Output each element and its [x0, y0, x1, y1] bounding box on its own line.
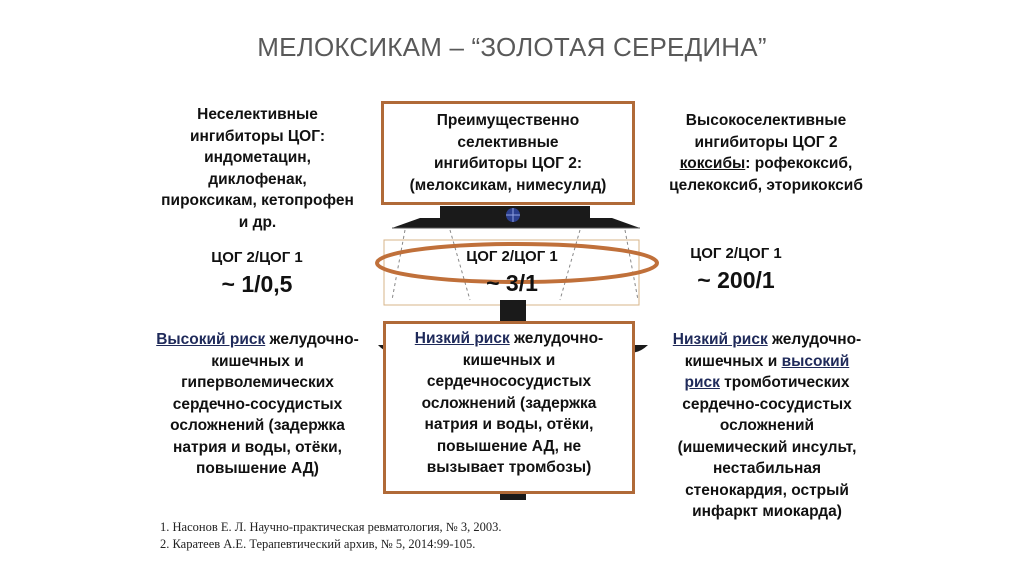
left-heading-line: ингибиторы ЦОГ:	[190, 127, 325, 145]
right-coxib-word: коксибы	[679, 155, 746, 172]
slide-title: МЕЛОКСИКАМ – “ЗОЛОТАЯ СЕРЕДИНА”	[257, 32, 767, 62]
right-risk-line: инфаркт миокарда)	[692, 503, 842, 520]
center-risk-text	[386, 328, 632, 479]
center-risk-line: натрия и воды, отёки,	[424, 416, 594, 433]
left-risk-highlight: Высокий риск	[156, 331, 266, 348]
references	[160, 519, 640, 553]
center-risk-line: сердечнососудистых	[426, 373, 592, 390]
reference-item: 2. Каратеев А.Е. Терапевтический архив, № 5, 2014:99-105.	[160, 537, 476, 551]
right-risk-line: осложнений	[719, 417, 815, 434]
right-risk-line3-rest: тромботических	[719, 374, 850, 391]
left-ratio-label: ЦОГ 2/ЦОГ 1	[211, 249, 303, 266]
left-ratio-value: ~ 1/0,5	[221, 271, 293, 297]
center-risk-rest: желудочно-	[509, 330, 604, 347]
left-risk-line: сердечно-сосудистых	[172, 395, 343, 413]
right-risk-text	[648, 329, 886, 523]
right-risk-line: (ишемический инсульт,	[677, 438, 857, 456]
right-heading	[648, 110, 884, 196]
right-heading-line: Высокоселективные	[685, 112, 847, 129]
center-ratio-label: ЦОГ 2/ЦОГ 1	[466, 248, 558, 265]
center-risk-line: повышение АД, не	[436, 437, 582, 455]
right-risk-line2-highlight: высокий	[781, 352, 850, 370]
center-heading-line: Преимущественно	[436, 112, 580, 129]
left-risk-line: натрия и воды, отёки,	[173, 438, 342, 456]
left-risk-line: гиперволемических	[181, 374, 334, 391]
left-drug-line: и др.	[238, 213, 277, 231]
center-risk-line: вызывает тромбозы)	[426, 459, 592, 476]
left-risk-rest: желудочно-	[265, 331, 359, 348]
center-risk-line: осложнений (задержка	[421, 394, 597, 412]
right-risk-line2-pre: кишечных и	[684, 352, 782, 370]
center-heading-line: селективные	[457, 133, 559, 151]
left-heading	[140, 104, 375, 233]
reference-item: 1. Насонов Е. Л. Научно-практическая ревматология, № 3, 2003.	[160, 520, 502, 534]
right-ratio-value: ~ 200/1	[697, 267, 775, 293]
right-risk-line: сердечно-сосудистых	[682, 395, 852, 413]
left-risk-line: кишечных и	[211, 352, 304, 370]
right-coxib-rest: : рофекоксиб,	[745, 155, 853, 172]
center-ratio-value: ~ 3/1	[486, 270, 538, 296]
left-drug-line: диклофенак,	[208, 170, 307, 188]
right-drug-line: целекоксиб, эторикоксиб	[669, 176, 863, 194]
right-ratio-label: ЦОГ 2/ЦОГ 1	[690, 245, 782, 262]
right-risk-line: стенокардия, острый	[685, 481, 849, 499]
right-risk-rest: желудочно-	[767, 331, 862, 348]
right-risk-line: нестабильная	[712, 460, 822, 477]
left-drug-line: индометацин,	[204, 149, 311, 166]
center-heading-line: (мелоксикам, нимесулид)	[409, 176, 607, 194]
right-risk-line3-highlight: риск	[684, 374, 720, 391]
center-heading-line: ингибиторы ЦОГ 2:	[433, 155, 583, 172]
left-risk-text	[135, 329, 380, 480]
left-risk-line: повышение АД)	[196, 460, 319, 477]
left-drug-line: пироксикам, кетопрофен	[161, 192, 354, 209]
center-risk-line: кишечных и	[462, 351, 556, 369]
right-risk-highlight: Низкий риск	[672, 331, 768, 348]
center-heading	[384, 110, 632, 196]
center-risk-highlight: Низкий риск	[414, 330, 510, 347]
left-risk-line: осложнений (задержка	[170, 417, 345, 434]
left-heading-line: Неселективные	[197, 106, 318, 123]
right-heading-line: ингибиторы ЦОГ 2	[694, 133, 838, 151]
